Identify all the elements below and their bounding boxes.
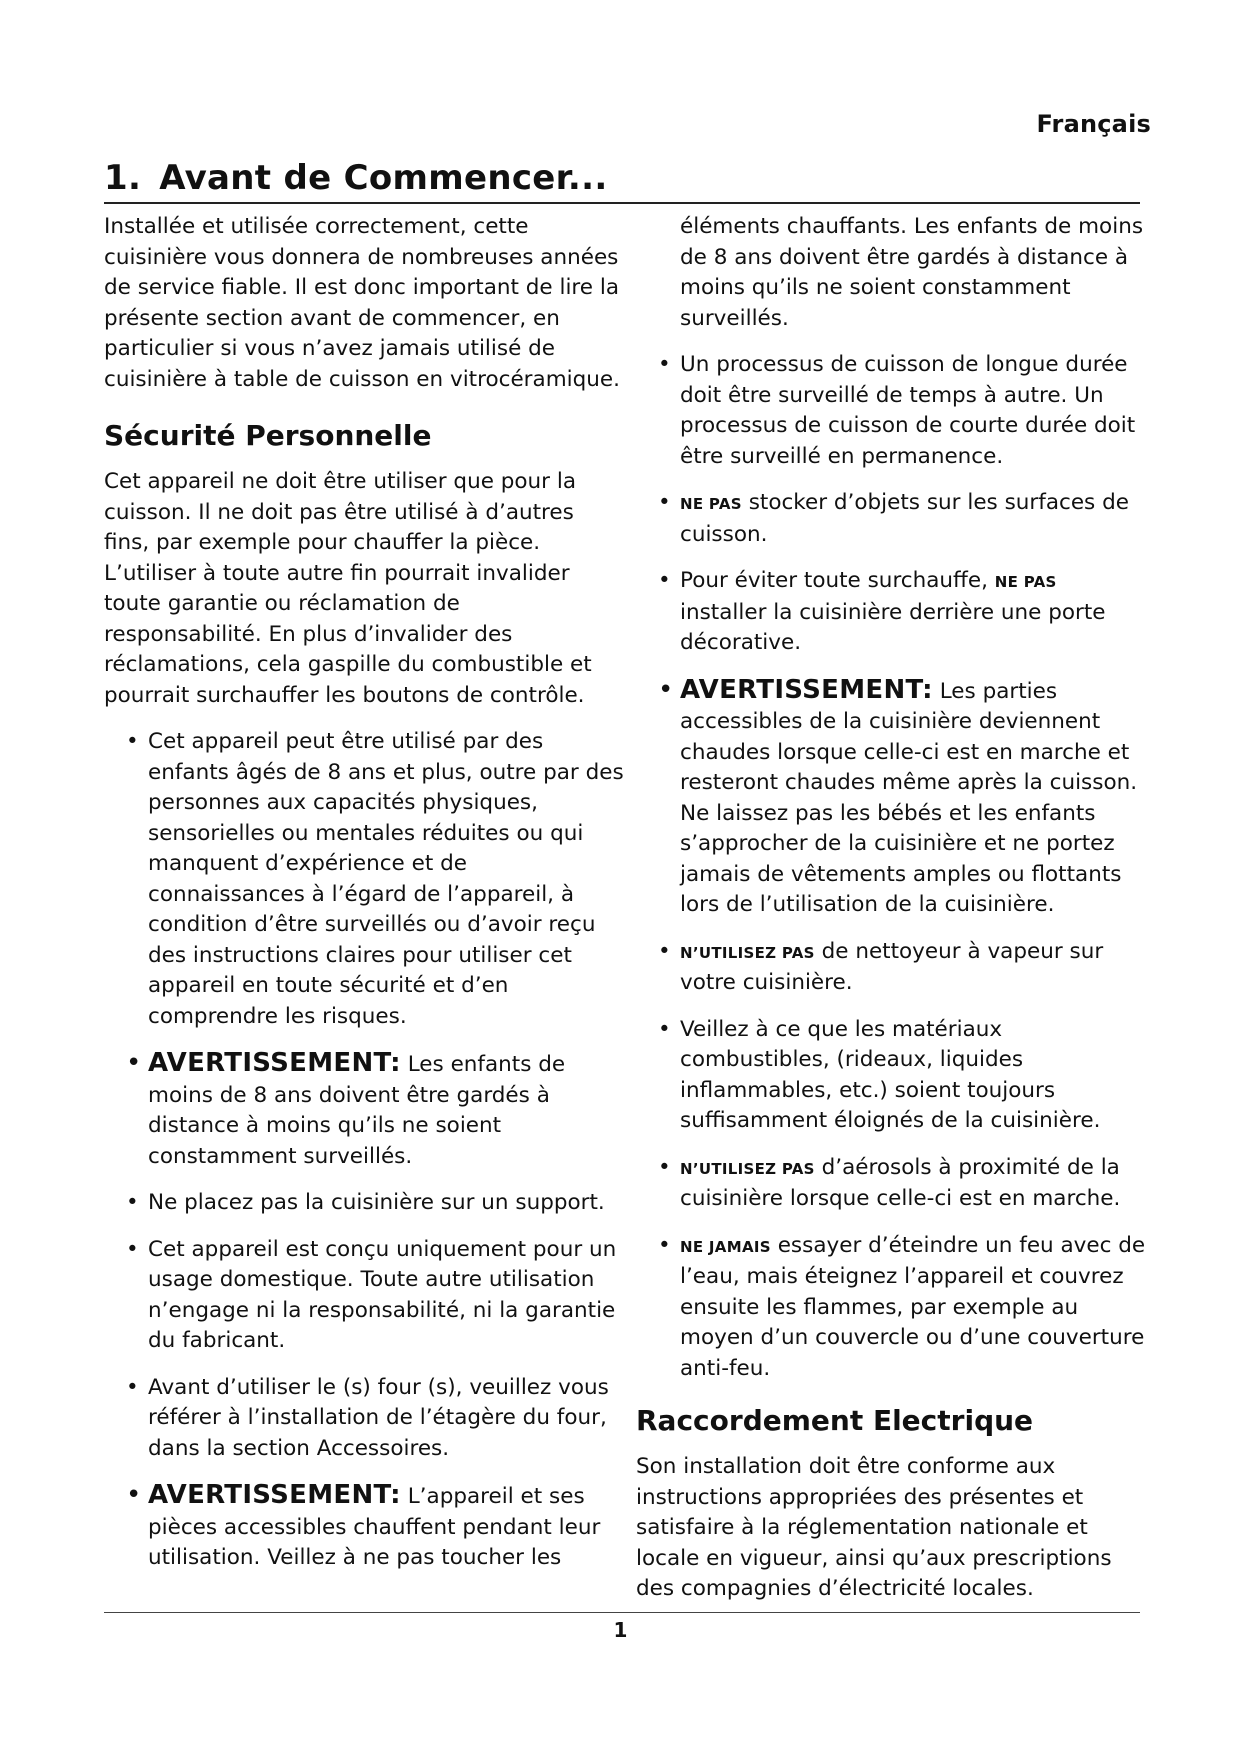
list-item-text: stocker d’objets sur les surfaces de cuisson.	[680, 490, 1129, 547]
electrique-heading: Raccordement Electrique	[636, 1404, 1034, 1437]
securite-heading: Sécurité Personnelle	[104, 419, 432, 452]
list-item	[636, 488, 1146, 550]
list-item-warning	[104, 1480, 624, 1574]
list-item-text: Pour éviter toute surchauffe,	[680, 568, 988, 593]
list-item-text: Ne placez pas la cuisinière sur un support.	[148, 1190, 605, 1215]
list-item-text: installer la cuisinière derrière une porte décorative.	[680, 599, 1106, 655]
electrique-paragraph: Son installation doit être conforme aux instructions appropriées des présentes et satisfaire à la réglementation nationale et locale en vigueur, ainsi qu’aux prescriptions des compagnies d’électricité locales.	[636, 1454, 1112, 1601]
bullet-icon: •	[658, 1232, 671, 1258]
bullet-icon: •	[126, 1236, 139, 1262]
list-item-text: Avant d’utiliser le (s) four (s), veuillez vous référer à l’installation de l’étagère du four, dans la section Accessoires.	[148, 1374, 609, 1461]
section-number: 1.	[104, 158, 142, 198]
bullet-icon: •	[658, 938, 671, 964]
list-item	[636, 566, 1146, 659]
bullet-icon: •	[126, 1374, 139, 1400]
list-item	[636, 937, 1146, 999]
bullet-icon: •	[658, 352, 671, 377]
warning-label: AVERTISSEMENT:	[148, 1480, 401, 1510]
list-item-text: d’aérosols à proximité de la cuisinière lorsque celle-ci est en marche.	[680, 1154, 1121, 1211]
list-item	[104, 1188, 624, 1219]
list-item-warning	[104, 1048, 624, 1172]
left-bullet-list	[104, 727, 624, 1574]
list-item-text: essayer d’éteindre un feu avec de l’eau, mais éteignez l’appareil et couvrez ensuite les flammes, par exemple au moyen d’un couvercle ou d’une couverture anti-feu.	[680, 1232, 1146, 1381]
list-item-text: Les enfants de moins de 8 ans doivent être gardés à distance à moins qu’ils ne soient constamment surveillés.	[148, 1052, 566, 1169]
bullet-icon: •	[126, 729, 139, 754]
list-item-warning	[636, 675, 1146, 921]
caution-label: NE PAS	[994, 573, 1057, 591]
bullet-icon: •	[126, 1048, 142, 1078]
list-item-text: de nettoyeur à vapeur sur votre cuisinière.	[680, 938, 1104, 995]
left-column	[104, 212, 624, 1590]
list-item-text: Cet appareil peut être utilisé par des enfants âgés de 8 ans et plus, outre par des personnes aux capacités physiques, sensorielles ou mentales réduites ou qui manquent d’expérience et de connaissances à l’égard de l’appareil, à condition d’être surveillés ou d’avoir reçu des instructions claires pour utiliser cet appareil en toute sécurité et d’en comprendre les risques.	[148, 729, 624, 1029]
language-label: Français	[1036, 110, 1151, 138]
list-item	[104, 1373, 624, 1465]
section-title	[104, 158, 608, 198]
page-number: 1	[613, 1618, 628, 1642]
section-title-text: Avant de Commencer...	[159, 158, 608, 198]
caution-label: N’UTILISEZ PAS	[680, 943, 815, 962]
list-item	[104, 727, 624, 1032]
warning-label: AVERTISSEMENT:	[148, 1048, 401, 1078]
bullet-icon: •	[658, 490, 671, 515]
securite-paragraph: Cet appareil ne doit être utiliser que pour la cuisson. Il ne doit pas être utilisé à d’autres fins, par exemple pour chauffer la pièce. L’utiliser à toute autre fin pourrait invalider toute garantie ou réclamation de responsabilité. En plus d’invalider des réclamations, cela gaspille du combustible et pourrait surchauffer les boutons de contrôle.	[104, 469, 592, 708]
list-item-text: Cet appareil est conçu uniquement pour un usage domestique. Toute autre utilisation n’engage ni la responsabilité, ni la garantie du fabricant.	[148, 1236, 617, 1353]
bullet-continuation: éléments chauffants. Les enfants de moins de 8 ans doivent être gardés à distance à moins qu’ils ne soient constamment surveillés.	[680, 214, 1144, 331]
bottom-divider	[104, 1612, 1140, 1613]
list-item	[636, 350, 1146, 472]
list-item-text: Un processus de cuisson de longue durée doit être surveillé de temps à autre. Un processus de cuisson de courte durée doit être surveillé en permanence.	[680, 352, 1136, 469]
list-item-text: Veillez à ce que les matériaux combustibles, (rideaux, liquides inflammables, etc.) soient toujours suffisamment éloignés de la cuisinière.	[680, 1016, 1101, 1133]
bullet-icon: •	[126, 1480, 142, 1510]
list-item	[636, 1153, 1146, 1215]
bullet-icon: •	[658, 674, 674, 705]
caution-label: NE PAS	[680, 495, 742, 513]
warning-label: AVERTISSEMENT:	[680, 674, 933, 705]
caution-label: NE JAMAIS	[680, 1237, 771, 1256]
right-bullet-list	[636, 350, 1146, 1384]
list-item-text: Les parties accessibles de la cuisinière deviennent chaudes lorsque celle-ci est en marche et resteront chaudes même après la cuisson. Ne laissez pas les bébés et les enfants s’approcher de la cuisinière et ne portez jamais de vêtements amples ou flottants lors de l’utilisation de la cuisinière.	[680, 678, 1138, 917]
list-item	[104, 1235, 624, 1357]
list-item	[636, 1015, 1146, 1137]
intro-paragraph: Installée et utilisée correctement, cette cuisinière vous donnera de nombreuses années de service fiable. Il est donc important de lire la présente section avant de commencer, en particulier si vous n’avez jamais utilisé de cuisinière à table de cuisson en vitrocéramique.	[104, 214, 620, 392]
list-item-text: L’appareil et ses pièces accessibles chauffent pendant leur utilisation. Veillez à ne pas toucher les	[148, 1484, 601, 1570]
bullet-icon: •	[658, 1154, 671, 1180]
caution-label: N’UTILISEZ PAS	[680, 1159, 815, 1178]
list-item	[636, 1231, 1146, 1385]
bullet-icon: •	[126, 1190, 139, 1215]
top-divider	[104, 202, 1140, 204]
bullet-icon: •	[658, 1016, 671, 1042]
right-column	[636, 212, 1146, 1605]
bullet-icon: •	[658, 568, 671, 593]
